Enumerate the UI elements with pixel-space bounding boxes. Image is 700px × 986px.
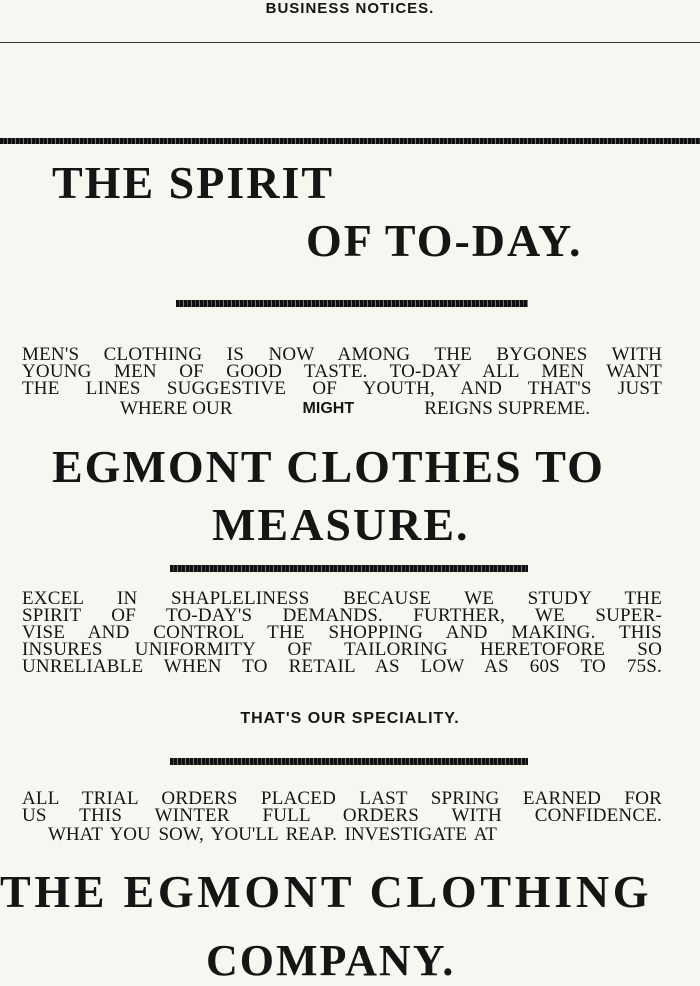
paragraph-1 [22,346,662,397]
section-header: BUSINESS NOTICES. [265,0,435,17]
paragraph-3-line-1: ALL TRIAL ORDERS PLACED LAST SPRING EARNED FOR [22,788,662,809]
paragraph-1-line-4 [120,400,590,417]
headline-line-1: THE SPIRIT [52,157,335,208]
paragraph-1-line-2: YOUNG MEN OF GOOD TASTE. TO-DAY ALL MEN WANT [22,361,662,382]
paragraph-2-line-1: EXCEL IN SHAPLELINESS BECAUSE WE STUDY THE [22,588,662,609]
paragraph-3 [22,790,662,824]
paragraph-1-line-1: MEN'S CLOTHING IS NOW AMONG THE BYGONES WITH [22,344,662,365]
company-line-2: COMPANY. [206,936,456,985]
header-rule [0,42,700,43]
paragraph-1-line-4-after: REIGNS SUPREME. [424,398,590,419]
paragraph-3-line-3: WHAT YOU SOW, YOU'LL REAP. INVESTIGATE AT [48,824,497,845]
paragraph-2-line-2: SPIRIT OF TO-DAY'S DEMANDS. FURTHER, WE SUPER- [22,605,662,626]
product-line-2: MEASURE. [212,499,470,550]
paragraph-2-line-4: INSURES UNIFORMITY OF TAILORING HERETOFORE SO [22,639,662,660]
paragraph-3-line-2: US THIS WINTER FULL ORDERS WITH CONFIDENCE. [22,805,662,826]
paragraph-2-line-5: UNRELIABLE WHEN TO RETAIL AS LOW AS 60S TO 75S. [22,656,662,677]
paragraph-2 [22,590,662,675]
product-line-1: EGMONT CLOTHES TO [52,441,605,492]
paragraph-2-line-3: VISE AND CONTROL THE SHOPPING AND MAKING. THIS [22,622,662,643]
headline-line-2: OF TO-DAY. [306,215,583,266]
company-line-1: THE EGMONT CLOTHING [0,866,653,917]
rule-1 [176,300,528,307]
rule-3 [170,758,528,765]
might-word: MIGHT [302,400,355,417]
rule-2 [170,565,528,572]
speciality-line: THAT'S OUR SPECIALITY. [240,710,460,727]
paragraph-1-line-4-before: WHERE OUR [120,398,233,419]
paragraph-1-line-3: THE LINES SUGGESTIVE OF YOUTH, AND THAT'S JUST [22,378,662,399]
ad-top-border [0,138,700,144]
